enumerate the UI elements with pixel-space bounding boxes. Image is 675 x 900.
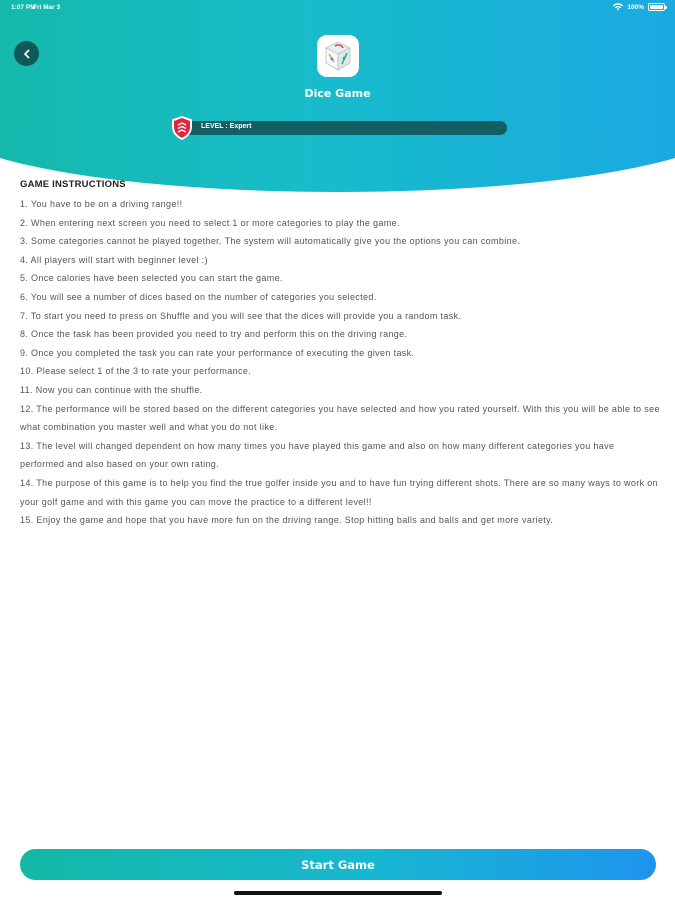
status-bar (0, 0, 675, 16)
instructions-title: GAME INSTRUCTIONS (20, 179, 126, 190)
instruction-item: 15. Enjoy the game and hope that you have more fun on the driving range. Stop hitting balls and balls and get more variety. (20, 515, 554, 526)
page-title: Dice Game (304, 87, 371, 100)
instruction-item: 8. Once the task has been provided you need to try and perform this on the driving range. (20, 329, 408, 340)
dice-game-logo (317, 35, 359, 77)
instruction-item: 4. All players will start with beginner level :) (20, 254, 208, 265)
chevron-left-icon (22, 49, 32, 59)
instruction-item: 5. Once calories have been selected you can start the game. (20, 273, 283, 284)
instruction-item: 13. The level will changed dependent on how many times you have played this game and also on how many different categories you have performed and also based on your own rating. (20, 440, 615, 470)
instruction-item: 11. Now you can continue with the shuffle. (20, 384, 203, 395)
battery-percent: 100% (627, 3, 644, 11)
instruction-item: 14. The purpose of this game is to help you find the true golfer inside you and to have fun trying different shots. There are so many ways to work on your golf game and with this game you can move the practice to a different level!! (20, 477, 658, 507)
instruction-item: 6. You will see a number of dices based on the number of categories you selected. (20, 291, 377, 302)
instruction-item: 10. Please select 1 of the 3 to rate your performance. (20, 366, 252, 377)
instruction-item: 1. You have to be on a driving range!! (20, 199, 183, 209)
instructions-list (20, 195, 660, 530)
shield-badge-icon (170, 115, 194, 141)
game-instructions (20, 179, 660, 530)
level-label: LEVEL : Expert (201, 123, 252, 130)
dice-icon (323, 40, 353, 72)
back-button[interactable] (14, 41, 39, 66)
status-indicators (613, 3, 665, 11)
wifi-icon (613, 3, 623, 11)
instruction-item: 12. The performance will be stored based on the different categories you have selected and how you rated yourself. With this you will be able to see what combination you master well and what you do not like. (20, 403, 660, 433)
level-bar (177, 121, 507, 135)
instruction-item: 3. Some categories cannot be played together. The system will automatically give you the options you can combine. (20, 236, 521, 247)
instruction-item: 2. When entering next screen you need to select 1 or more categories to play the game. (20, 217, 400, 228)
status-time: 1:07 PM (11, 4, 36, 11)
instruction-item: 9. Once you completed the task you can rate your performance of executing the given task. (20, 347, 415, 358)
battery-icon (648, 3, 665, 11)
start-game-button[interactable]: Start Game (20, 849, 656, 880)
instruction-item: 7. To start you need to press on Shuffle and you will see that the dices will provide you a random task. (20, 310, 462, 321)
status-date: Fri Mar 3 (33, 4, 61, 11)
home-indicator[interactable] (234, 891, 442, 895)
